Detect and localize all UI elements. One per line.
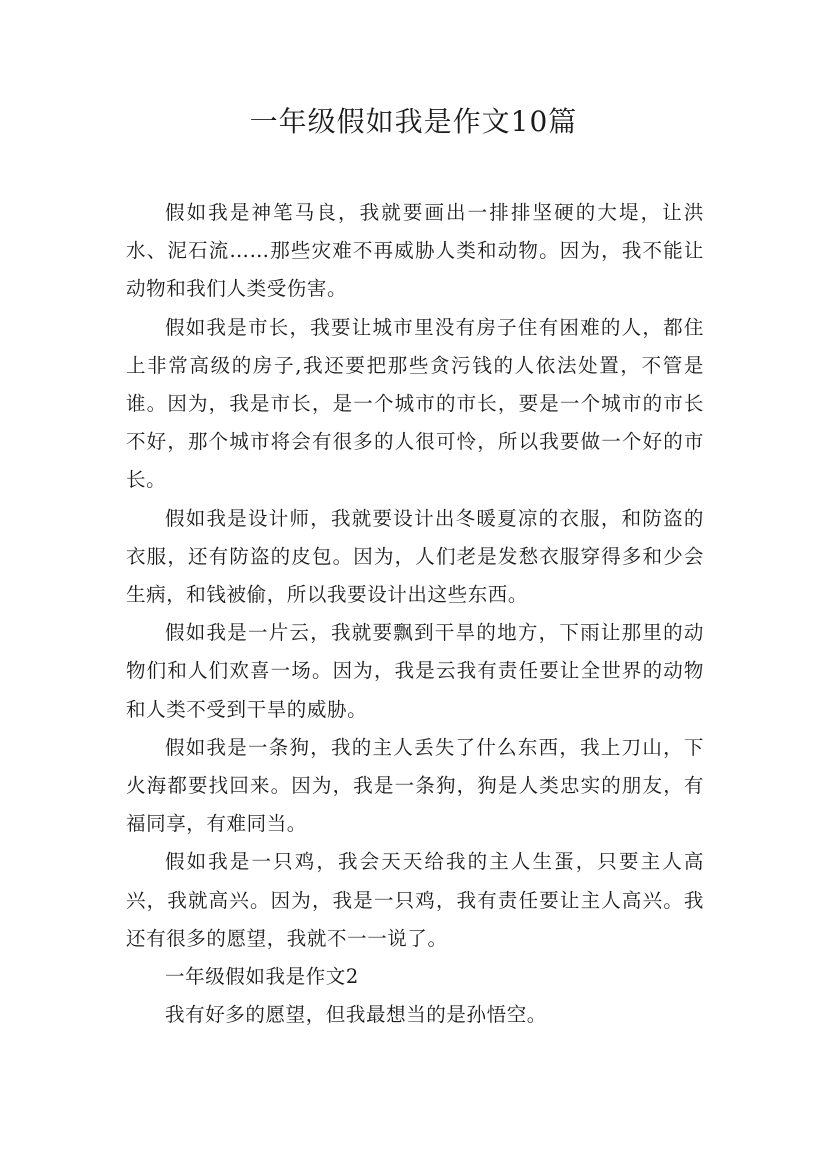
paragraph-sun-wukong: 我有好多的愿望，但我最想当的是孙悟空。 — [165, 1003, 547, 1027]
section-heading: 一年级假如我是作文2 — [165, 965, 359, 989]
paragraph-designer: 假如我是设计师，我就要设计出冬暖夏凉的衣服，和防盗的衣服，还有防盗的皮包。因为，人们老是发愁衣服穿得多和少会生病，和钱被偷，所以我要设计出这些东西。 — [126, 506, 704, 607]
paragraph-chicken: 假如我是一只鸡，我会天天给我的主人生蛋，只要主人高兴，我就高兴。因为，我是一只鸡，我有责任要让主人高兴。我还有很多的愿望，我就不一一说了。 — [126, 850, 704, 950]
paragraph-dog: 假如我是一条狗，我的主人丢失了什么东西，我上刀山，下火海都要找回来。因为，我是一条狗，狗是人类忠实的朋友，有福同享，有难同当。 — [126, 735, 704, 836]
paragraph-ma-liang: 假如我是神笔马良，我就要画出一排排坚硬的大堤，让洪水、泥石流……那些灾难不再威胁人类和动物。因为，我不能让动物和我们人类受伤害。 — [126, 201, 704, 301]
document-title: 一年级假如我是作文10篇 — [249, 105, 578, 138]
document-body — [126, 194, 704, 1034]
paragraph-cloud: 假如我是一片云，我就要飘到干旱的地方，下雨让那里的动物们和人们欢喜一场。因为，我是云我有责任要让全世界的动物和人类不受到干旱的威胁。 — [126, 621, 704, 721]
paragraph-mayor: 假如我是市长，我要让城市里没有房子住有困难的人，都住上非常高级的房子,我还要把那些贪污钱的人依法处置，不管是谁。因为，我是市长，是一个城市的市长，要是一个城市的市长不好，那个城市将会有很多的人很可怜，所以我要做一个好的市长。 — [126, 315, 704, 492]
